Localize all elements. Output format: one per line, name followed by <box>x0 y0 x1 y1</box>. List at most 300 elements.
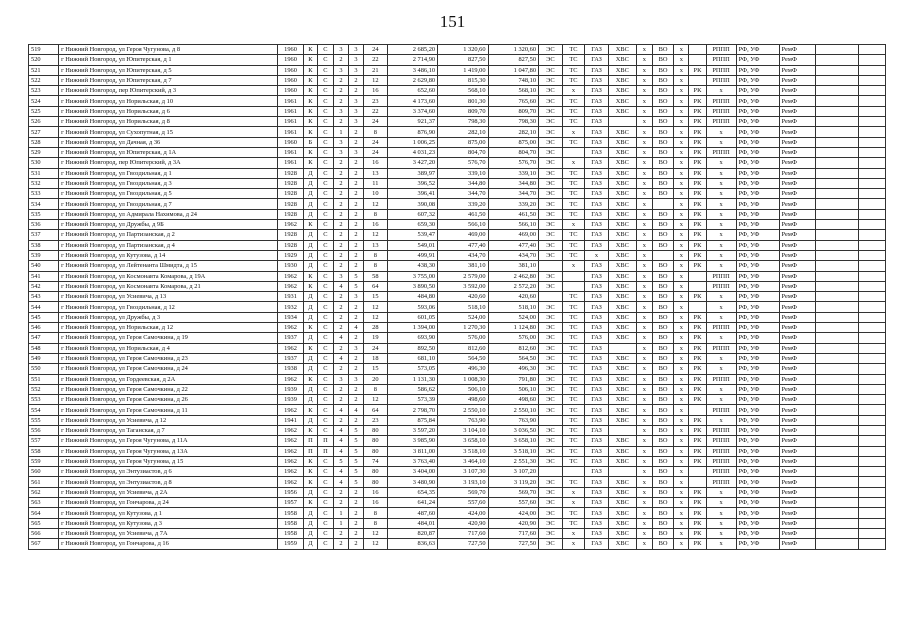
cell-area_net: 717,60 <box>488 528 538 538</box>
cell-num: 541 <box>29 271 59 281</box>
cell-e2 <box>859 158 886 168</box>
table-row <box>29 477 886 487</box>
cell-address: г Нижний Новгород, ул Гордеевская, д 2А <box>59 374 278 384</box>
cell-extra <box>689 281 706 291</box>
cell-num: 538 <box>29 240 59 250</box>
cell-el: ЭС <box>539 96 563 106</box>
cell-el: ЭС <box>539 220 563 230</box>
cell-gas: ГАЗ <box>585 395 609 405</box>
cell-e1 <box>816 281 859 291</box>
cell-heat: ТС <box>562 106 585 116</box>
cell-e1 <box>816 302 859 312</box>
cell-living_area: 506,10 <box>438 384 488 394</box>
cell-entrances: 2 <box>348 178 363 188</box>
cell-lift: х <box>674 127 689 137</box>
cell-walls: К <box>303 405 317 415</box>
cell-manager: РемФ <box>779 271 816 281</box>
cell-num: 525 <box>29 106 59 116</box>
cell-heat: ТС <box>562 364 585 374</box>
cell-walls: К <box>303 467 317 477</box>
cell-walls: К <box>303 323 317 333</box>
cell-vent: ВО <box>652 302 673 312</box>
cell-flats: 21 <box>364 65 388 75</box>
cell-floors: 2 <box>333 415 348 425</box>
cell-heat: ТС <box>562 302 585 312</box>
cell-heat: ТС <box>562 178 585 188</box>
cell-floors: 3 <box>333 374 348 384</box>
cell-roof: РФ, УФ <box>736 384 779 394</box>
cell-floors: 2 <box>333 384 348 394</box>
cell-sewer: х <box>636 250 652 260</box>
cell-entrances: 2 <box>348 333 363 343</box>
cell-walls: Д <box>303 261 317 271</box>
cell-mat: С <box>317 86 333 96</box>
cell-area_net: 566,10 <box>488 220 538 230</box>
cell-lift: х <box>674 528 689 538</box>
cell-flats: 8 <box>364 384 388 394</box>
cell-area_net: 763,90 <box>488 415 538 425</box>
housing-registry-table <box>28 44 886 550</box>
cell-lift: х <box>674 456 689 466</box>
cell-area_net: 524,00 <box>488 312 538 322</box>
cell-entrances: 2 <box>348 127 363 137</box>
cell-roof: РФ, УФ <box>736 281 779 291</box>
cell-hot_water: ХВС <box>608 96 636 106</box>
cell-roof: РФ, УФ <box>736 312 779 322</box>
cell-floors: 5 <box>333 456 348 466</box>
cell-entrances: 2 <box>348 508 363 518</box>
cell-mat: С <box>317 384 333 394</box>
cell-num: 536 <box>29 220 59 230</box>
cell-heat: ТС <box>562 189 585 199</box>
cell-roof: РФ, УФ <box>736 127 779 137</box>
cell-address: г Нижний Новгород, ул Энтузиастов, д 6 <box>59 467 278 477</box>
cell-floors: 2 <box>333 55 348 65</box>
cell-entrances: 2 <box>348 487 363 497</box>
cell-floors: 2 <box>333 312 348 322</box>
cell-sewer: х <box>636 86 652 96</box>
cell-flats: 16 <box>364 158 388 168</box>
cell-flats: 13 <box>364 168 388 178</box>
cell-walls: К <box>303 158 317 168</box>
cell-repair: х <box>706 240 736 250</box>
cell-mat: С <box>317 508 333 518</box>
cell-manager: РемФ <box>779 364 816 374</box>
cell-roof: РФ, УФ <box>736 189 779 199</box>
cell-mat: С <box>317 395 333 405</box>
cell-area_net: 498,60 <box>488 395 538 405</box>
cell-repair: х <box>706 158 736 168</box>
cell-gas: ГАЗ <box>585 292 609 302</box>
cell-num: 561 <box>29 477 59 487</box>
cell-entrances: 2 <box>348 384 363 394</box>
table-row <box>29 127 886 137</box>
cell-e1 <box>816 312 859 322</box>
cell-manager: РемФ <box>779 384 816 394</box>
cell-heat: ТС <box>562 323 585 333</box>
cell-total_area: 3 427,20 <box>387 158 437 168</box>
cell-el: ЭС <box>539 353 563 363</box>
cell-hot_water: ХВС <box>608 189 636 199</box>
cell-living_area: 496,30 <box>438 364 488 374</box>
cell-total_area: 396,52 <box>387 178 437 188</box>
cell-roof: РФ, УФ <box>736 353 779 363</box>
cell-sewer: х <box>636 323 652 333</box>
cell-year: 1958 <box>278 508 304 518</box>
cell-flats: 16 <box>364 498 388 508</box>
cell-roof: РФ, УФ <box>736 456 779 466</box>
cell-e1 <box>816 456 859 466</box>
cell-heat: х <box>562 498 585 508</box>
cell-manager: РемФ <box>779 45 816 55</box>
cell-living_area: 3 104,10 <box>438 425 488 435</box>
cell-living_area: 344,70 <box>438 189 488 199</box>
cell-e1 <box>816 65 859 75</box>
cell-lift: х <box>674 395 689 405</box>
cell-e2 <box>859 96 886 106</box>
cell-manager: РемФ <box>779 498 816 508</box>
cell-repair: х <box>706 199 736 209</box>
cell-repair: РППП <box>706 281 736 291</box>
cell-manager: РемФ <box>779 158 816 168</box>
cell-gas: ГАЗ <box>585 75 609 85</box>
cell-e2 <box>859 405 886 415</box>
cell-address: г Нижний Новгород, ул Юпитерская, д 1А <box>59 147 278 157</box>
table-row <box>29 487 886 497</box>
cell-flats: 80 <box>364 477 388 487</box>
cell-el: ЭС <box>539 425 563 435</box>
cell-roof: РФ, УФ <box>736 250 779 260</box>
registry-body <box>29 45 886 550</box>
cell-entrances: 2 <box>348 220 363 230</box>
cell-sewer: х <box>636 353 652 363</box>
cell-repair: х <box>706 498 736 508</box>
cell-entrances: 5 <box>348 436 363 446</box>
cell-total_area: 3 763,40 <box>387 456 437 466</box>
cell-lift: х <box>674 189 689 199</box>
cell-year: 1937 <box>278 333 304 343</box>
cell-repair: х <box>706 209 736 219</box>
cell-flats: 13 <box>364 240 388 250</box>
cell-year: 1937 <box>278 353 304 363</box>
cell-entrances: 5 <box>348 281 363 291</box>
cell-el: ЭС <box>539 281 563 291</box>
cell-roof: РФ, УФ <box>736 436 779 446</box>
cell-sewer: х <box>636 106 652 116</box>
cell-el: ЭС <box>539 323 563 333</box>
cell-el: ЭС <box>539 539 563 549</box>
cell-heat: ТС <box>562 55 585 65</box>
cell-entrances: 2 <box>348 168 363 178</box>
cell-lift: х <box>674 220 689 230</box>
cell-e1 <box>816 240 859 250</box>
table-row <box>29 508 886 518</box>
cell-floors: 2 <box>333 539 348 549</box>
cell-roof: РФ, УФ <box>736 518 779 528</box>
cell-year: 1959 <box>278 539 304 549</box>
cell-hot_water: ХВС <box>608 147 636 157</box>
cell-heat: ТС <box>562 65 585 75</box>
cell-hot_water: ХВС <box>608 178 636 188</box>
cell-extra: РК <box>689 425 706 435</box>
table-row <box>29 384 886 394</box>
cell-walls: К <box>303 96 317 106</box>
cell-e2 <box>859 446 886 456</box>
cell-manager: РемФ <box>779 230 816 240</box>
cell-extra: РК <box>689 96 706 106</box>
cell-address: г Нижний Новгород, ул Усиевича, д 13 <box>59 292 278 302</box>
cell-e2 <box>859 425 886 435</box>
cell-e1 <box>816 178 859 188</box>
table-row <box>29 436 886 446</box>
cell-entrances: 3 <box>348 147 363 157</box>
cell-num: 564 <box>29 508 59 518</box>
cell-roof: РФ, УФ <box>736 220 779 230</box>
cell-floors: 2 <box>333 178 348 188</box>
cell-flats: 18 <box>364 353 388 363</box>
cell-extra <box>689 75 706 85</box>
cell-flats: 8 <box>364 127 388 137</box>
cell-flats: 80 <box>364 425 388 435</box>
cell-flats: 80 <box>364 446 388 456</box>
cell-living_area: 815,30 <box>438 75 488 85</box>
cell-sewer: х <box>636 384 652 394</box>
table-row <box>29 364 886 374</box>
cell-entrances: 2 <box>348 158 363 168</box>
cell-hot_water: ХВС <box>608 487 636 497</box>
table-row <box>29 86 886 96</box>
cell-e1 <box>816 384 859 394</box>
cell-repair: х <box>706 518 736 528</box>
cell-floors: 2 <box>333 250 348 260</box>
cell-entrances: 3 <box>348 55 363 65</box>
cell-sewer: х <box>636 528 652 538</box>
cell-total_area: 641,24 <box>387 498 437 508</box>
cell-lift: х <box>674 498 689 508</box>
cell-e1 <box>816 45 859 55</box>
table-row <box>29 189 886 199</box>
cell-roof: РФ, УФ <box>736 158 779 168</box>
cell-sewer: х <box>636 127 652 137</box>
cell-hot_water: ХВС <box>608 261 636 271</box>
cell-vent: ВО <box>652 75 673 85</box>
cell-gas: ГАЗ <box>585 364 609 374</box>
cell-hot_water: ХВС <box>608 446 636 456</box>
cell-year: 1960 <box>278 86 304 96</box>
cell-area_net: 381,10 <box>488 261 538 271</box>
cell-heat <box>562 271 585 281</box>
cell-e1 <box>816 528 859 538</box>
cell-hot_water: ХВС <box>608 250 636 260</box>
cell-sewer: х <box>636 343 652 353</box>
cell-roof: РФ, УФ <box>736 96 779 106</box>
cell-total_area: 875,84 <box>387 415 437 425</box>
cell-el: ЭС <box>539 168 563 178</box>
cell-e2 <box>859 302 886 312</box>
cell-gas: ГАЗ <box>585 96 609 106</box>
cell-floors: 2 <box>333 96 348 106</box>
table-row <box>29 323 886 333</box>
cell-flats: 8 <box>364 209 388 219</box>
cell-address: г Нижний Новгород, ул Юпитерская, д 5 <box>59 65 278 75</box>
cell-area_net: 344,70 <box>488 189 538 199</box>
cell-num: 558 <box>29 446 59 456</box>
cell-extra: РК <box>689 65 706 75</box>
cell-heat: ТС <box>562 508 585 518</box>
cell-vent: ВО <box>652 271 673 281</box>
cell-address: г Нижний Новгород, ул Сухопутная, д 15 <box>59 127 278 137</box>
cell-vent: ВО <box>652 343 673 353</box>
cell-year: 1939 <box>278 395 304 405</box>
cell-heat: ТС <box>562 477 585 487</box>
cell-mat: С <box>317 477 333 487</box>
cell-e2 <box>859 127 886 137</box>
cell-mat: С <box>317 343 333 353</box>
cell-area_net: 576,00 <box>488 333 538 343</box>
cell-e1 <box>816 425 859 435</box>
cell-el: ЭС <box>539 312 563 322</box>
cell-lift: х <box>674 384 689 394</box>
cell-manager: РемФ <box>779 96 816 106</box>
cell-address: г Нижний Новгород, ул Героя Чугунова, д 8 <box>59 45 278 55</box>
cell-extra: РК <box>689 323 706 333</box>
cell-lift: х <box>674 353 689 363</box>
cell-hot_water: ХВС <box>608 302 636 312</box>
cell-num: 555 <box>29 415 59 425</box>
cell-entrances: 3 <box>348 106 363 116</box>
cell-total_area: 487,60 <box>387 508 437 518</box>
cell-total_area: 836,63 <box>387 539 437 549</box>
cell-floors: 4 <box>333 446 348 456</box>
cell-repair: х <box>706 261 736 271</box>
cell-living_area: 461,50 <box>438 209 488 219</box>
cell-address: г Нижний Новгород, ул Героя Чугунова, д 13А <box>59 446 278 456</box>
cell-entrances: 4 <box>348 323 363 333</box>
cell-vent: ВО <box>652 508 673 518</box>
cell-flats: 23 <box>364 96 388 106</box>
cell-num: 544 <box>29 302 59 312</box>
cell-sewer: х <box>636 230 652 240</box>
cell-entrances: 2 <box>348 518 363 528</box>
cell-walls: Д <box>303 539 317 549</box>
cell-floors: 4 <box>333 333 348 343</box>
cell-mat: С <box>317 353 333 363</box>
cell-extra <box>689 405 706 415</box>
cell-walls: Д <box>303 487 317 497</box>
cell-area_net: 3 036,50 <box>488 425 538 435</box>
cell-heat: ТС <box>562 425 585 435</box>
cell-living_area: 1 419,00 <box>438 65 488 75</box>
cell-heat: ТС <box>562 384 585 394</box>
cell-sewer: х <box>636 518 652 528</box>
cell-flats: 24 <box>364 343 388 353</box>
cell-walls: Д <box>303 312 317 322</box>
cell-year: 1928 <box>278 178 304 188</box>
cell-e2 <box>859 178 886 188</box>
cell-mat: С <box>317 106 333 116</box>
cell-living_area: 282,10 <box>438 127 488 137</box>
cell-extra: РК <box>689 312 706 322</box>
cell-walls: К <box>303 147 317 157</box>
cell-roof: РФ, УФ <box>736 374 779 384</box>
cell-walls: Б <box>303 137 317 147</box>
cell-heat: х <box>562 127 585 137</box>
cell-extra: РК <box>689 395 706 405</box>
cell-mat: С <box>317 261 333 271</box>
table-row <box>29 220 886 230</box>
cell-e2 <box>859 45 886 55</box>
cell-heat <box>562 467 585 477</box>
table-row <box>29 395 886 405</box>
cell-hot_water: ХВС <box>608 240 636 250</box>
cell-year: 1958 <box>278 528 304 538</box>
cell-lift: х <box>674 425 689 435</box>
cell-hot_water: ХВС <box>608 384 636 394</box>
cell-address: г Нижний Новгород, ул Героя Самочкина, д 26 <box>59 395 278 405</box>
cell-extra: РК <box>689 199 706 209</box>
cell-living_area: 568,10 <box>438 86 488 96</box>
cell-repair: РППП <box>706 405 736 415</box>
cell-repair: РППП <box>706 446 736 456</box>
cell-living_area: 809,70 <box>438 106 488 116</box>
cell-vent: ВО <box>652 436 673 446</box>
cell-gas: ГАЗ <box>585 55 609 65</box>
cell-roof: РФ, УФ <box>736 168 779 178</box>
cell-year: 1928 <box>278 199 304 209</box>
cell-num: 545 <box>29 312 59 322</box>
cell-num: 528 <box>29 137 59 147</box>
cell-mat: С <box>317 178 333 188</box>
cell-e2 <box>859 189 886 199</box>
cell-el: ЭС <box>539 158 563 168</box>
cell-flats: 19 <box>364 333 388 343</box>
cell-heat: ТС <box>562 96 585 106</box>
cell-entrances: 2 <box>348 302 363 312</box>
cell-total_area: 4 031,23 <box>387 147 437 157</box>
cell-el: ЭС <box>539 271 563 281</box>
cell-year: 1961 <box>278 147 304 157</box>
cell-hot_water: ХВС <box>608 65 636 75</box>
cell-manager: РемФ <box>779 415 816 425</box>
cell-mat: С <box>317 425 333 435</box>
cell-num: 521 <box>29 65 59 75</box>
cell-area_net: 727,50 <box>488 539 538 549</box>
cell-hot_water: ХВС <box>608 498 636 508</box>
cell-total_area: 820,87 <box>387 528 437 538</box>
table-row <box>29 498 886 508</box>
cell-mat: С <box>317 528 333 538</box>
cell-vent <box>652 199 673 209</box>
cell-heat: х <box>562 220 585 230</box>
cell-area_net: 2 551,30 <box>488 456 538 466</box>
cell-year: 1961 <box>278 106 304 116</box>
cell-roof: РФ, УФ <box>736 343 779 353</box>
cell-area_net: 3 119,20 <box>488 477 538 487</box>
cell-num: 542 <box>29 281 59 291</box>
cell-num: 559 <box>29 456 59 466</box>
cell-el: ЭС <box>539 137 563 147</box>
cell-num: 557 <box>29 436 59 446</box>
cell-e1 <box>816 498 859 508</box>
cell-extra: РК <box>689 343 706 353</box>
cell-walls: К <box>303 106 317 116</box>
cell-flats: 12 <box>364 302 388 312</box>
cell-manager: РемФ <box>779 528 816 538</box>
cell-lift: х <box>674 96 689 106</box>
cell-gas: ГАЗ <box>585 106 609 116</box>
table-row <box>29 292 886 302</box>
cell-extra: РК <box>689 158 706 168</box>
